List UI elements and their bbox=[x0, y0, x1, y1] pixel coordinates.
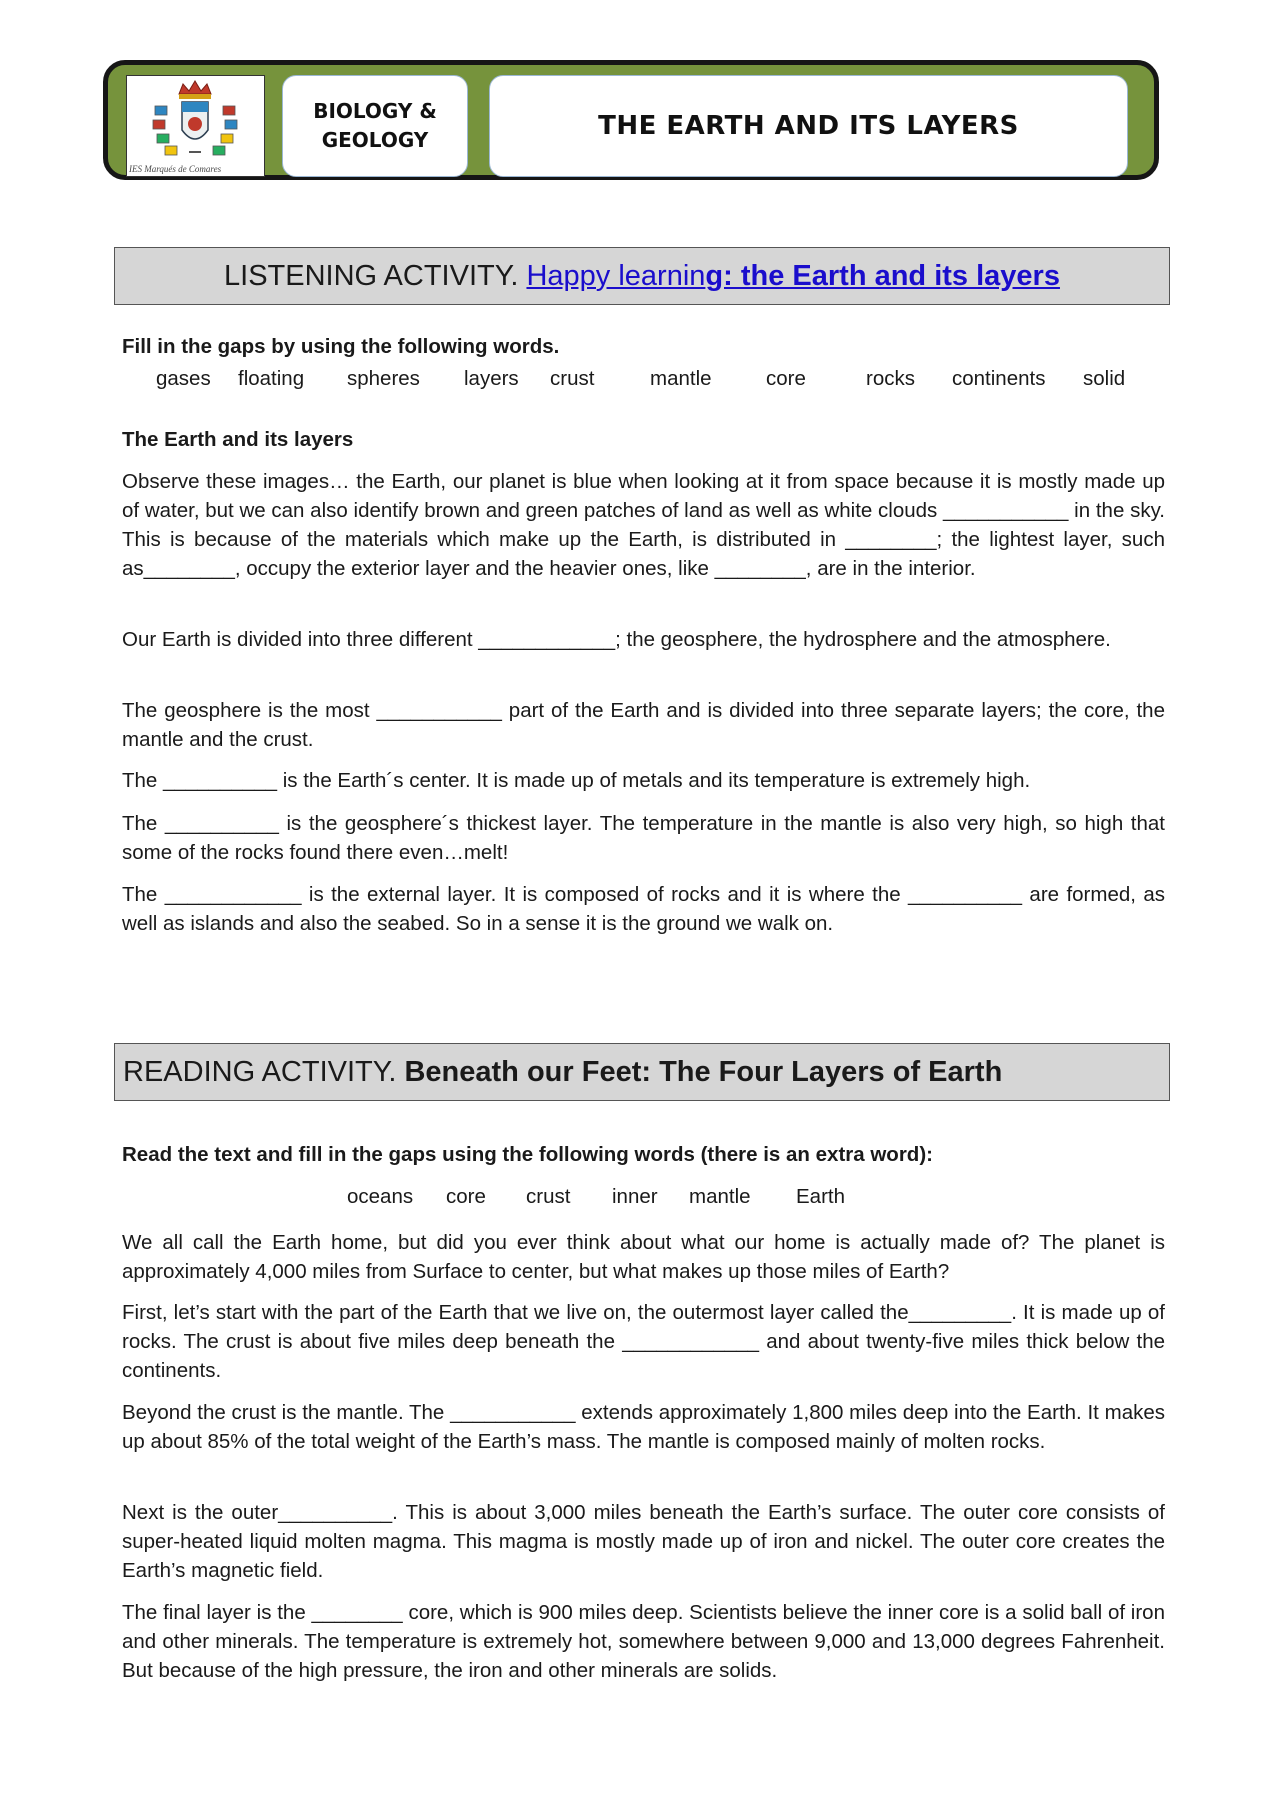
logo-caption: IES Marqués de Comares bbox=[129, 164, 222, 174]
reading-text-1: We all call the Earth home, but did you ever think about what our home is actually made of? The planet is approximately 4,000 miles from Surface to center, but what makes up those miles of Earth? bbox=[122, 1231, 1165, 1283]
listening-paragraph bbox=[122, 696, 1165, 754]
header-banner bbox=[103, 60, 1159, 180]
reading-word-bank bbox=[0, 1182, 1280, 1211]
reading-instruction: Read the text and fill in the gaps using the following words (there is an extra word): bbox=[122, 1143, 933, 1166]
word-bank-item: Earth bbox=[796, 1185, 845, 1208]
word-bank-item: core bbox=[766, 367, 806, 390]
word-bank-item: layers bbox=[464, 367, 519, 390]
word-bank-item: solid bbox=[1083, 367, 1126, 390]
word-bank-item: mantle bbox=[689, 1185, 751, 1208]
worksheet-title: THE EARTH AND ITS LAYERS bbox=[489, 75, 1128, 177]
listening-text-2: Our Earth is divided into three different ____________; the geosphere, the hydrosphere and the atmosphere. bbox=[122, 628, 1111, 651]
word-bank-item: inner bbox=[612, 1185, 658, 1208]
listening-instruction: Fill in the gaps by using the following words. bbox=[122, 335, 560, 358]
reading-paragraph bbox=[122, 1298, 1165, 1385]
word-bank-item: continents bbox=[952, 367, 1046, 390]
reading-paragraph bbox=[122, 1228, 1165, 1286]
word-bank-item: mantle bbox=[650, 367, 712, 390]
coat-of-arms-icon bbox=[127, 76, 264, 176]
listening-text-3: The geosphere is the most ___________ part of the Earth and is divided into three separate layers; the core, the mantle and the crust. bbox=[122, 699, 1165, 751]
listening-heading-prefix: LISTENING ACTIVITY. bbox=[224, 259, 519, 292]
listening-text-6: The ____________ is the external layer. It is composed of rocks and it is where the __________ are formed, as well as islands and also the seabed. So in a sense it is the ground we walk on. bbox=[122, 883, 1165, 935]
listening-word-bank bbox=[0, 364, 1280, 393]
word-bank-item: crust bbox=[526, 1185, 571, 1208]
reading-heading-prefix: READING ACTIVITY. bbox=[123, 1055, 397, 1088]
subject-label bbox=[282, 75, 468, 177]
video-link-bold: g: the Earth and its layers bbox=[705, 259, 1060, 292]
reading-text-4: Next is the outer__________. This is about 3,000 miles beneath the Earth’s surface. The outer core consists of super-heated liquid molten magma. This magma is mostly made up of iron and nickel. The outer core creates the Earth’s magnetic field. bbox=[122, 1501, 1165, 1582]
subject-text: BIOLOGY & GEOLOGY bbox=[313, 99, 437, 152]
word-bank-item: gases bbox=[156, 367, 211, 390]
reading-text-3: Beyond the crust is the mantle. The ___________ extends approximately 1,800 miles deep into the Earth. It makes up about 85% of the total weight of the Earth’s mass. The mantle is composed mainly of molten rocks. bbox=[122, 1401, 1165, 1453]
listening-heading bbox=[114, 247, 1170, 305]
listening-paragraph bbox=[122, 467, 1165, 583]
word-bank-item: crust bbox=[550, 367, 595, 390]
listening-paragraph bbox=[122, 766, 1165, 795]
school-logo bbox=[126, 75, 265, 177]
word-bank-item: core bbox=[446, 1185, 486, 1208]
word-bank-item: floating bbox=[238, 367, 305, 390]
video-link-normal: Happy learnin bbox=[526, 259, 706, 292]
word-bank-item: rocks bbox=[866, 367, 915, 390]
reading-heading-title: Beneath our Feet: The Four Layers of Earth bbox=[404, 1055, 1003, 1088]
reading-paragraph bbox=[122, 1498, 1165, 1585]
reading-text-5: The final layer is the ________ core, which is 900 miles deep. Scientists believe the inner core is a solid ball of iron and other minerals. The temperature is extremely hot, somewhere between 9,000 and 13,000 degrees Fahrenheit. But because of the high pressure, the iron and other minerals are solids. bbox=[122, 1601, 1165, 1682]
video-link[interactable] bbox=[526, 260, 1060, 293]
listening-paragraph bbox=[122, 809, 1165, 867]
reading-text-2: First, let’s start with the part of the Earth that we live on, the outermost layer called the_________. It is made up of rocks. The crust is about five miles deep beneath the ____________ and about twenty-five miles thick below the continents. bbox=[122, 1301, 1165, 1382]
listening-text-5: The __________ is the geosphere´s thickest layer. The temperature in the mantle is also very high, so high that some of the rocks found there even…melt! bbox=[122, 812, 1165, 864]
reading-paragraph bbox=[122, 1398, 1165, 1456]
listening-text-4: The __________ is the Earth´s center. It is made up of metals and its temperature is extremely high. bbox=[122, 769, 1031, 792]
word-bank-item: spheres bbox=[347, 367, 420, 390]
word-bank-item: oceans bbox=[347, 1185, 414, 1208]
listening-text-1: Observe these images… the Earth, our planet is blue when looking at it from space because it is mostly made up of water, but we can also identify brown and green patches of land as well as white clouds ___________ in the sky. This is because of the materials which make up the Earth, is distributed in ________; the lightest layer, such as________, occupy the exterior layer and the heavier ones, like ________, are in the interior. bbox=[122, 470, 1165, 580]
listening-paragraph bbox=[122, 625, 1165, 654]
reading-paragraph bbox=[122, 1598, 1165, 1685]
listening-subtitle: The Earth and its layers bbox=[122, 428, 354, 451]
reading-heading bbox=[114, 1043, 1170, 1101]
listening-paragraph bbox=[122, 880, 1165, 938]
